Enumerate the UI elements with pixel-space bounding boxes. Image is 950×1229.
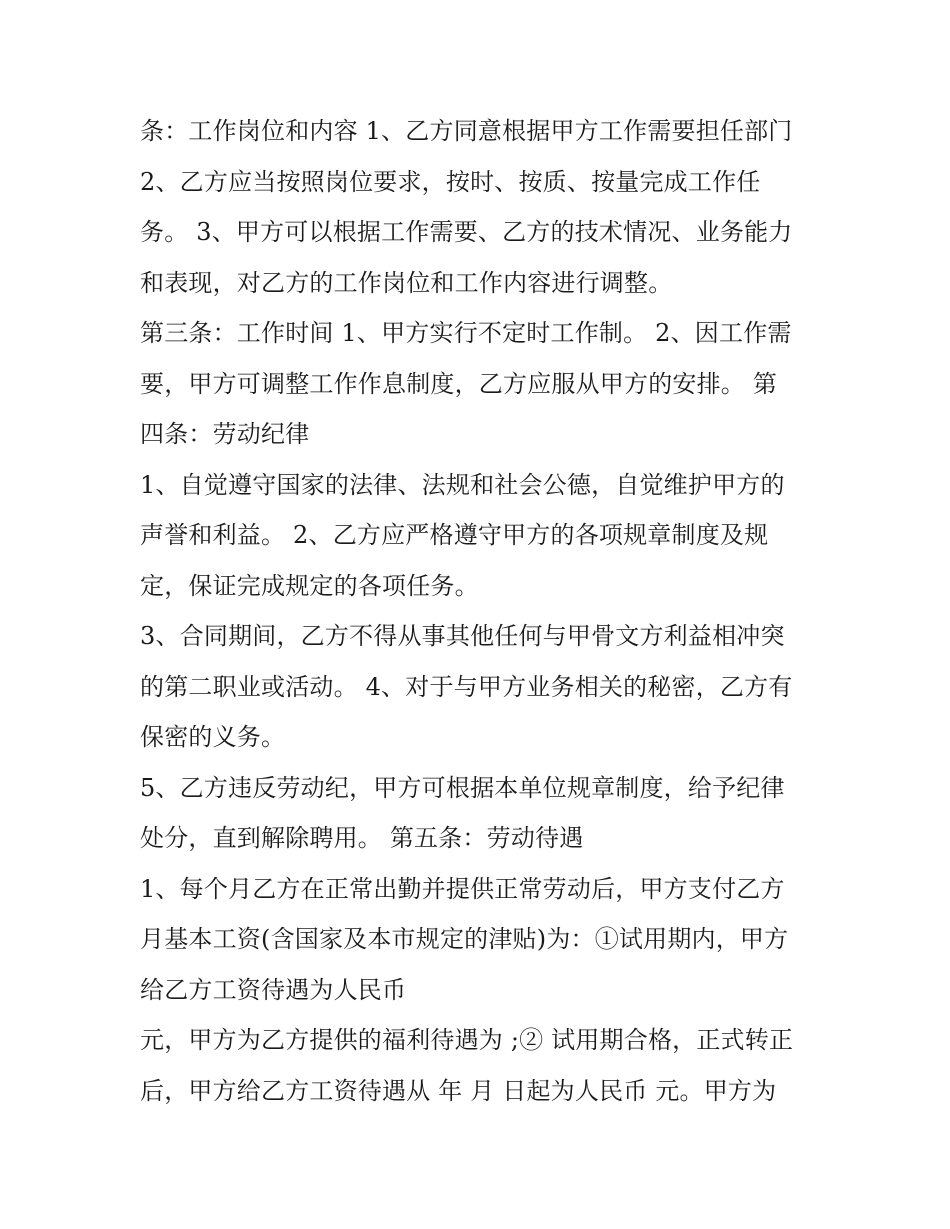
text-line: 1、自觉遵守国家的法律、法规和社会公德，自觉维护甲方的	[140, 470, 785, 499]
document-body	[140, 106, 812, 1116]
text-line: 的第二职业或活动。 4、对于与甲方业务相关的秘密，乙方有	[140, 672, 793, 701]
text-line: 后，甲方给乙方工资待遇从 年 月 日起为人民币 元。甲方为	[140, 1076, 777, 1105]
text-line: 声誉和利益。 2、乙方应严格遵守甲方的各项规章制度及规	[140, 521, 769, 549]
text-line: 给乙方工资待遇为人民币	[140, 975, 407, 1004]
text-line: 和表现，对乙方的工作岗位和工作内容进行调整。	[140, 268, 673, 297]
text-line: 要，甲方可调整工作作息制度，乙方应服从甲方的安排。 第	[140, 369, 778, 398]
text-line: 四条：劳动纪律	[140, 420, 310, 448]
text-line: 定，保证完成规定的各项任务。	[140, 571, 479, 600]
text-line: 第三条：工作时间 1、甲方实行不定时工作制。 2、因工作需	[140, 319, 792, 347]
text-line: 条：工作岗位和内容 1、乙方同意根据甲方工作需要担任部门	[140, 117, 793, 145]
text-line: 处分，直到解除聘用。 第五条：劳动待遇	[140, 824, 584, 852]
text-line: 2、乙方应当按照岗位要求，按时、按质、按量完成工作任	[140, 167, 761, 196]
text-line: 月基本工资(含国家及本市规定的津贴)为：①试用期内，甲方	[140, 925, 789, 953]
text-line: 元，甲方为乙方提供的福利待遇为 ;② 试用期合格，正式转正	[140, 1026, 794, 1054]
text-line: 保密的义务。	[140, 723, 286, 751]
text-line: 5、乙方违反劳动纪，甲方可根据本单位规章制度，给予纪律	[140, 773, 785, 802]
text-line: 3、合同期间，乙方不得从事其他任何与甲骨文方利益相冲突	[140, 622, 785, 650]
text-line: 1、每个月乙方在正常出勤并提供正常劳动后，甲方支付乙方	[140, 874, 785, 903]
text-line: 务。 3、甲方可以根据工作需要、乙方的技术情况、业务能力	[140, 218, 793, 246]
